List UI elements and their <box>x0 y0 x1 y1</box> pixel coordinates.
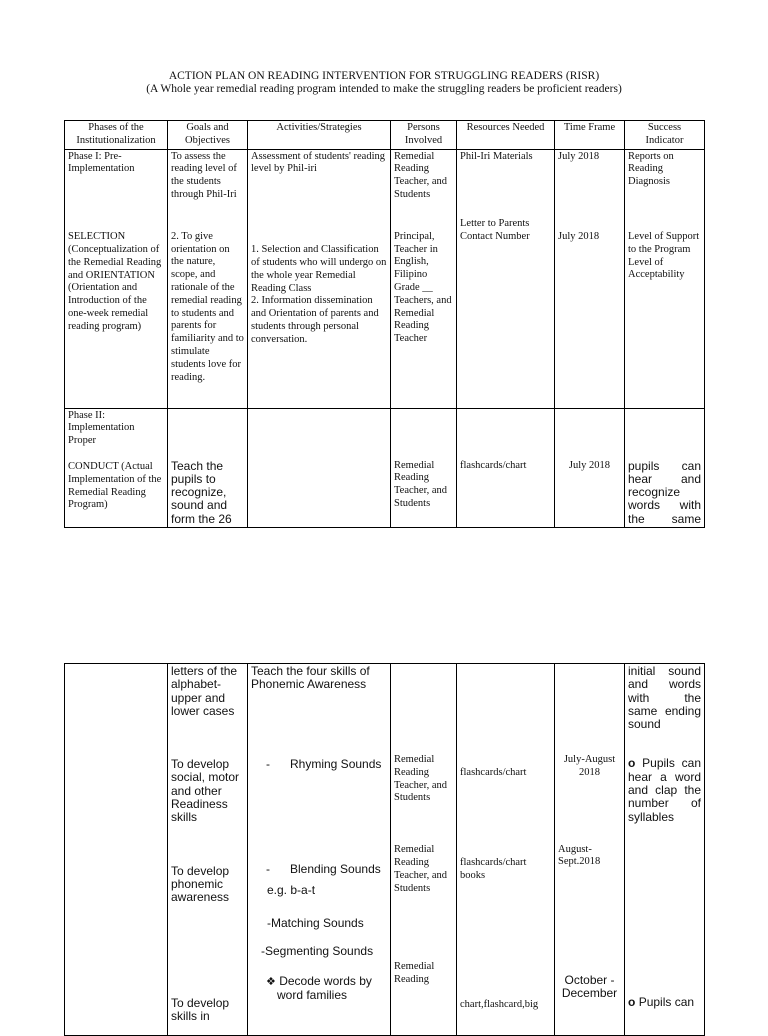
goal-assess: To assess the reading level of the students through Phil-Iri <box>171 150 237 200</box>
header-phases: Phases of the Institutionalization <box>65 121 168 150</box>
header-goals: Goals and Objectives <box>168 121 248 150</box>
goal-skills: To develop skills in <box>171 995 230 1023</box>
success-p2-row1: initial sound and words with the same ending sound <box>628 664 701 732</box>
action-plan-table-page1 <box>64 120 705 528</box>
activity-example: e.g. b-a-t <box>267 883 316 898</box>
document-subtitle: (A Whole year remedial reading program intended to make the struggling readers be proficient readers) <box>146 83 622 95</box>
resources-p2-row4: chart,flashcard,big <box>460 999 539 1011</box>
goal-phonemic: To develop phonemic awareness <box>171 863 230 905</box>
success-row3: pupils can hear and recognize words with the same <box>625 408 705 527</box>
success-p2-row4: Pupils can <box>638 994 695 1009</box>
phase-implementation: Phase II: Implementation Proper <box>68 409 135 447</box>
activity-blending: - Blending Sounds <box>266 861 381 876</box>
activity-information: 2. Information dissemination and Orientation of parents and students through personal conversation. <box>251 295 379 345</box>
header-resources: Resources Needed <box>457 121 555 150</box>
header-row <box>65 121 705 150</box>
time-row1: July 2018 <box>558 150 600 162</box>
diamond-bullet-icon: ❖ <box>266 976 276 989</box>
resources-contact: Contact Number <box>460 231 530 243</box>
document-title: ACTION PLAN ON READING INTERVENTION FOR STRUGGLING READERS (RISR) <box>168 70 600 82</box>
table-row <box>65 664 705 1036</box>
table-row <box>65 408 705 527</box>
circle-bullet-icon: o <box>628 756 636 771</box>
goal-letters-alphabet: letters of the alphabet- upper and lower cases <box>171 664 238 718</box>
activity-matching: -Matching Sounds <box>267 916 364 931</box>
activity-assessment: Assessment of students' reading level by Phil-iri <box>251 150 385 175</box>
time-row2: July 2018 <box>558 231 600 243</box>
resources-p2-row3: flashcards/chart books <box>460 856 527 881</box>
persons-row1: Remedial Reading Teacher, and Students <box>394 150 448 200</box>
success-p2-row2: Pupils can hear a word and clap the number of syllables <box>628 756 701 824</box>
time-p2-row2: July-August 2018 <box>563 754 616 778</box>
activity-segmenting: -Segmenting Sounds <box>261 943 374 958</box>
activity-phonemic-skills: Teach the four skills of Phonemic Awareness <box>251 664 370 692</box>
time-row3: July 2018 <box>555 408 625 527</box>
time-p2-row3: August-Sept.2018 <box>558 843 601 868</box>
persons-p2-row4: Remedial Reading <box>394 961 435 986</box>
phase-pre-implementation: Phase I: Pre-Implementation <box>68 150 135 175</box>
goal-orientation: 2. To give orientation on the nature, scope, and rationale of the remedial reading to students and parents for familiarity and to stimulate students love for reading. <box>171 230 244 383</box>
resources-row1: Phil-Iri Materials <box>460 150 533 162</box>
header-activities: Activities/Strategies <box>248 121 391 150</box>
persons-row2: Principal, Teacher in English, Filipino Grade __ Teachers, and Remedial Reading Teacher <box>394 230 452 345</box>
resources-row3: flashcards/chart <box>457 408 555 527</box>
header-time: Time Frame <box>555 121 625 150</box>
goal-teach-letters: Teach the pupils to recognize, sound and form the 26 <box>168 408 248 527</box>
persons-row3: Remedial Reading Teacher, and Students <box>391 408 457 527</box>
activity-rhyming: - Rhyming Sounds <box>266 756 382 771</box>
goal-readiness: To develop social, motor and other Readiness skills <box>171 757 240 825</box>
activity-selection: 1. Selection and Classification of students who will undergo on the whole year Remedial Reading Class <box>251 244 387 294</box>
phase-selection-orientation: SELECTION (Conceptualization of the Remedial Reading and ORIENTATION (Orientation and Introduction of the one-week remedial reading program) <box>68 231 162 332</box>
resources-letter: Letter to Parents <box>460 218 530 230</box>
phase-conduct: CONDUCT (Actual Implementation of the Remedial Reading Program) <box>68 460 162 511</box>
persons-p2-row3: Remedial Reading Teacher, and Students <box>394 844 448 894</box>
header-persons: Persons Involved <box>391 121 457 150</box>
circle-bullet-icon: o <box>628 994 636 1009</box>
success-row1: Reports on Reading Diagnosis <box>628 150 674 188</box>
table-row <box>65 149 705 408</box>
action-plan-table-page2 <box>64 663 705 1036</box>
activity-decode: Decode words by word families <box>277 974 372 1003</box>
header-success: Success Indicator <box>625 121 705 150</box>
time-p2-row4: October -December <box>561 973 618 1001</box>
success-row2: Level of Support to the Program Level of Acceptability <box>628 230 700 281</box>
persons-p2-row2: Remedial Reading Teacher, and Students <box>394 754 448 804</box>
resources-p2-row2: flashcards/chart <box>460 767 527 778</box>
